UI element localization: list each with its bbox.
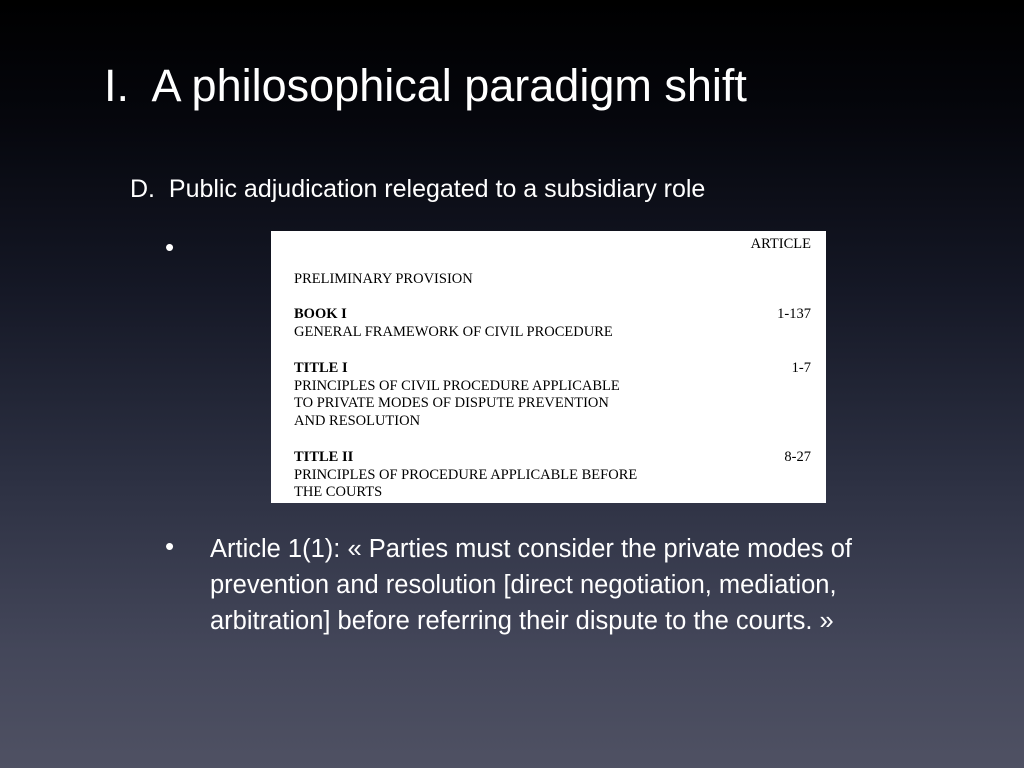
toc-column-header: ARTICLE bbox=[750, 236, 811, 252]
toc-entry-line: GENERAL FRAMEWORK OF CIVIL PROCEDURE bbox=[294, 323, 613, 340]
toc-entry-title-1 bbox=[294, 360, 811, 430]
bullet-marker: • bbox=[165, 531, 175, 561]
toc-entry-label: TITLE II bbox=[294, 449, 354, 465]
slide-title: I. A philosophical paradigm shift bbox=[104, 60, 747, 111]
toc-entry-line: THE COURTS bbox=[294, 484, 383, 500]
toc-entry-line: TO PRIVATE MODES OF DISPUTE PREVENTION bbox=[294, 395, 609, 411]
toc-entry-line: AND RESOLUTION bbox=[294, 412, 421, 429]
toc-entry-line: PRINCIPLES OF PROCEDURE APPLICABLE BEFORE bbox=[294, 466, 638, 483]
toc-entry-title-2 bbox=[294, 449, 811, 502]
toc-entry-book-1 bbox=[294, 306, 811, 341]
article-quote-text: Article 1(1): « Parties must consider the private modes of prevention and resolution [direct negotiation, mediation, arbitration] before referring their dispute to the courts. » bbox=[210, 535, 853, 635]
section-subheading: D. Public adjudication relegated to a subsidiary role bbox=[130, 175, 706, 203]
toc-entry-range: 1-7 bbox=[791, 360, 811, 376]
bullet-marker: • bbox=[165, 232, 175, 262]
table-of-contents-excerpt bbox=[271, 231, 826, 503]
toc-entry-range: 8-27 bbox=[784, 449, 811, 465]
toc-entry-range: 1-137 bbox=[777, 306, 811, 322]
toc-preliminary-provision: PRELIMINARY PROVISION bbox=[294, 271, 473, 287]
toc-entry-line: PRINCIPLES OF CIVIL PROCEDURE APPLICABLE bbox=[294, 377, 620, 394]
toc-entry-label: TITLE I bbox=[294, 360, 348, 376]
toc-entry-label: BOOK I bbox=[294, 306, 347, 322]
